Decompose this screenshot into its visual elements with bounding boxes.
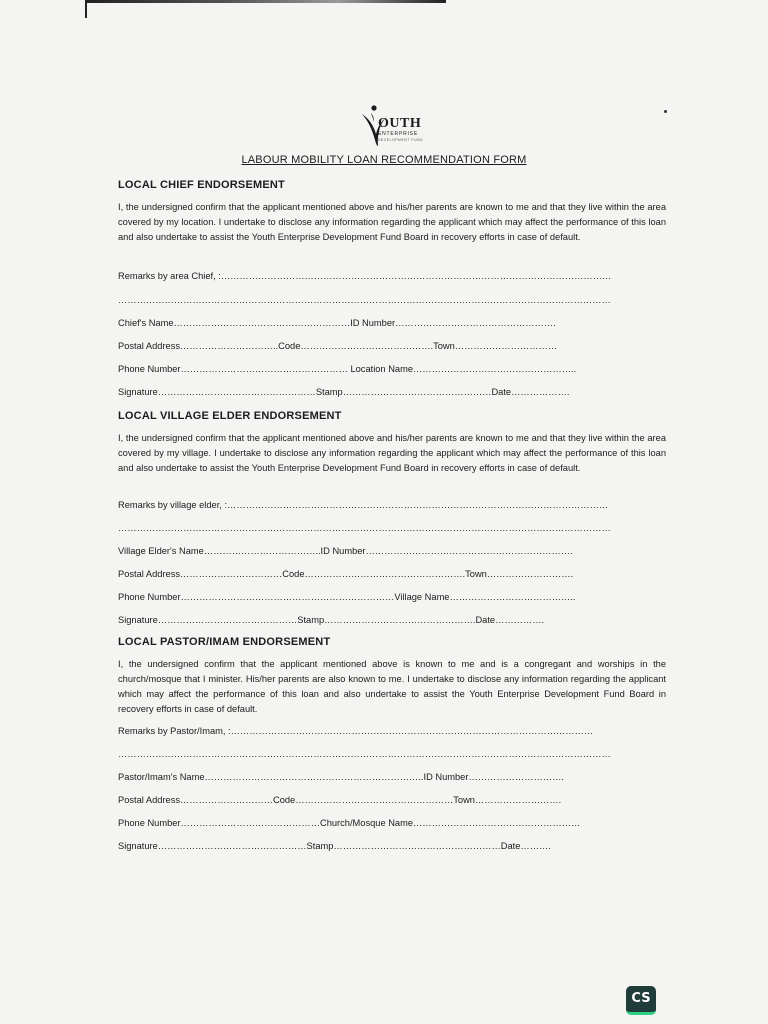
chief-endorsement-section: [118, 179, 666, 404]
signature-field[interactable]: Signature……………………………………………Stamp…………………………………………Date……………….: [118, 387, 570, 397]
camscanner-badge[interactable]: CS: [626, 986, 656, 1015]
logo-wordmark: OUTH: [378, 116, 422, 131]
section-paragraph: I, the undersigned confirm that the applicant mentioned above is known to me and is a congregant and worships in the church/mosque that I minister. His/her parents are also known to me. I undertake to disclose any information regarding the applicant which may affect the performance of this loan and also undertake to assist the Youth Enterprise Development Fund Board in recovery efforts in case of default.: [118, 659, 666, 714]
section-heading: LOCAL CHIEF ENDORSEMENT: [118, 179, 285, 191]
signature-field[interactable]: Signature…………………………………………Stamp………………………………………………Date……….: [118, 841, 551, 851]
logo-subtitle: ENTERPRISE: [378, 131, 418, 137]
phone-location-field[interactable]: Phone Number……………………………………………… Location Name……………………………………………..: [118, 364, 577, 374]
postal-field[interactable]: Postal Address……………………………Code…………………………………………….Town……………………….: [118, 569, 574, 579]
section-heading: LOCAL VILLAGE ELDER ENDORSEMENT: [118, 410, 342, 422]
remarks-field[interactable]: Remarks by Pastor/Imam, :………………………………………………………………………………………………………: [118, 726, 594, 736]
phone-village-field[interactable]: Phone Number……………………………………………………………Village Name…………………………………..: [118, 592, 576, 602]
remarks-continuation[interactable]: ……………………………………………………………………………………………………………………………………………: [118, 295, 611, 305]
section-paragraph: I, the undersigned confirm that the applicant mentioned above and his/her parents are known to me and that they live within the area covered by my village. I undertake to disclose any information regarding the applicant which may affect the performance of this loan and also undertake to assist the Youth Enterprise Development Fund Board in recovery efforts in case of default.: [118, 433, 666, 473]
name-id-field[interactable]: Village Elder's Name………………………………..ID Number………………………………………………………….: [118, 546, 573, 556]
remarks-continuation[interactable]: ……………………………………………………………………………………………………………………………………………: [118, 523, 611, 533]
section-heading: LOCAL PASTOR/IMAM ENDORSEMENT: [118, 636, 331, 648]
remarks-field[interactable]: Remarks by area Chief, :………………………………………………………………………………………………………………: [118, 271, 612, 281]
remarks-field[interactable]: Remarks by village elder, :……………………………………………………………………………………………………………: [118, 500, 609, 510]
scan-edge-mark: [86, 0, 446, 3]
pastor-imam-endorsement-section: [118, 636, 666, 861]
phone-church-field[interactable]: Phone Number………………………………………Church/Mosque Name………………………………………………: [118, 818, 581, 828]
form-title: LABOUR MOBILITY LOAN RECOMMENDATION FORM: [241, 154, 527, 166]
village-elder-endorsement-section: [118, 410, 666, 635]
logo-subtitle-2: DEVELOPMENT FUND: [378, 138, 424, 142]
remarks-continuation[interactable]: ……………………………………………………………………………………………………………………………………………: [118, 749, 611, 759]
scan-speck: [664, 110, 667, 113]
signature-field[interactable]: Signature………………………………………Stamp………………………………………….Date…………….: [118, 615, 545, 625]
section-paragraph: I, the undersigned confirm that the applicant mentioned above and his/her parents are known to me and that they live within the area covered by my location. I undertake to disclose any information regarding the applicant which may affect the performance of this loan and also undertake to assist the Youth Enterprise Development Fund Board in recovery efforts in case of default.: [118, 202, 666, 242]
postal-field[interactable]: Postal Address…………………………..Code…………………………………….Town……………………………: [118, 341, 558, 351]
name-id-field[interactable]: Pastor/Imam's Name……………………………………………………………..ID Number………………………….: [118, 772, 564, 782]
name-id-field[interactable]: Chief's Name…………………………………………………ID Number…………………………………………….: [118, 318, 556, 328]
postal-field[interactable]: Postal Address…………………………Code……………………………………………Town……………………….: [118, 795, 562, 805]
